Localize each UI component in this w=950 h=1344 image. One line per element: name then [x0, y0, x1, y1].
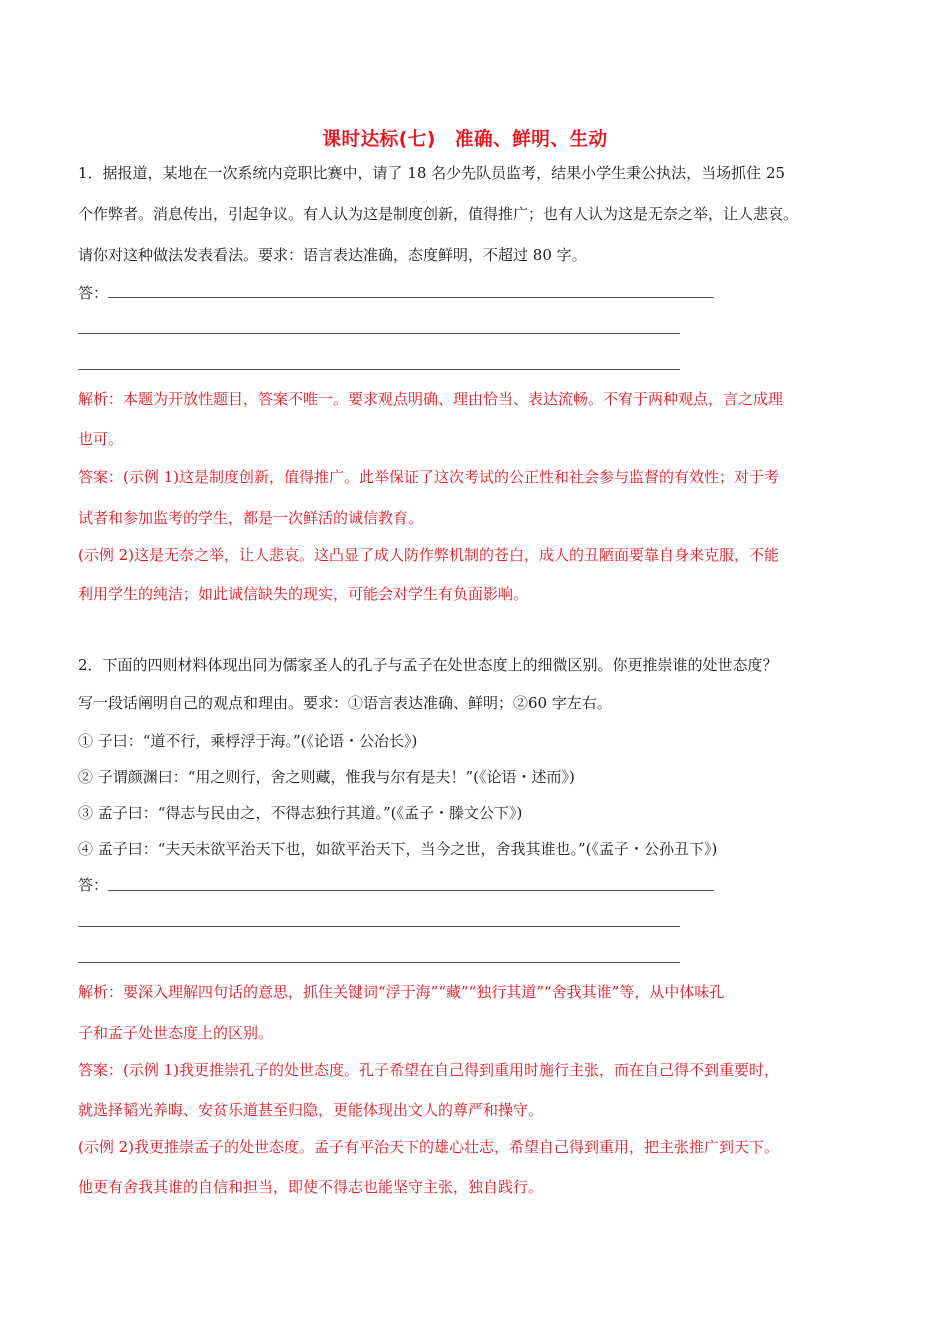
q2-analysis-line-2: 子和孟子处世态度上的区别。 — [78, 1024, 274, 1042]
q1-answer-label: 答： — [78, 284, 109, 302]
q2-answer-label: 答： — [78, 876, 109, 894]
q1-answer-line-1[interactable] — [108, 297, 714, 298]
q2-line-1: 2．下面的四则材料体现出同为儒家圣人的孔子与孟子在处世态度上的细微区别。你更推崇谁的处世态度？ — [78, 656, 778, 674]
q1-answer-line-3[interactable] — [78, 369, 680, 370]
q2-material-1: ① 子曰：“道不行，乘桴浮于海。”(《论语・公冶长》) — [78, 732, 418, 750]
q1-answer-text-4: 利用学生的纯洁；如此诚信缺失的现实，可能会对学生有负面影响。 — [78, 585, 529, 603]
q2-analysis-line-1: 解析：要深入理解四句话的意思，抓住关键词“浮于海”“藏”“独行其道”“舍我其谁”等，从中体味孔 — [78, 983, 725, 1001]
q2-material-3: ③ 孟子曰：“得志与民由之，不得志独行其道。”(《孟子・滕文公下》) — [78, 804, 523, 822]
q1-answer-line-2[interactable] — [78, 333, 680, 334]
q1-answer-text-3: (示例 2)这是无奈之举，让人悲哀。这凸显了成人防作弊机制的苍白，成人的丑陋面要靠自身来克服，不能 — [78, 546, 780, 564]
q2-answer-text-3: (示例 2)我更推崇孟子的处世态度。孟子有平治天下的雄心壮志，希望自己得到重用，把主张推广到天下。 — [78, 1138, 780, 1156]
q2-answer-text-4: 他更有舍我其谁的自信和担当，即使不得志也能坚守主张，独自践行。 — [78, 1178, 544, 1196]
q1-line-3: 请你对这种做法发表看法。要求：语言表达准确，态度鲜明，不超过 80 字。 — [78, 246, 587, 264]
q1-analysis-line-1: 解析：本题为开放性题目，答案不唯一。要求观点明确、理由恰当、表达流畅。不宥于两种观点，言之成理 — [78, 390, 784, 408]
q1-line-1: 1．据报道，某地在一次系统内竞职比赛中，请了 18 名少先队员监考，结果小学生秉公执法，当场抓住 25 — [78, 164, 786, 182]
q2-line-2: 写一段话阐明自己的观点和理由。要求：①语言表达准确、鲜明；②60 字左右。 — [78, 694, 612, 712]
q2-material-2: ② 子谓颜渊曰：“用之则行，舍之则藏，惟我与尔有是夫！”(《论语・述而》) — [78, 768, 575, 786]
q1-line-2: 个作弊者。消息传出，引起争议。有人认为这是制度创新，值得推广；也有人认为这是无奈之举，让人悲哀。 — [78, 205, 799, 223]
q2-answer-line-1[interactable] — [108, 890, 714, 891]
q1-answer-text-2: 试者和参加监考的学生，都是一次鲜活的诚信教育。 — [78, 509, 424, 527]
page-title: 课时达标(七) 准确、鲜明、生动 — [322, 128, 608, 150]
q2-answer-line-2[interactable] — [78, 926, 680, 927]
q2-answer-line-3[interactable] — [78, 962, 680, 963]
q2-answer-text-2: 就选择韬光养晦、安贫乐道甚至归隐，更能体现出文人的尊严和操守。 — [78, 1101, 544, 1119]
q1-analysis-line-2: 也可。 — [78, 430, 124, 448]
q2-answer-text-1: 答案：(示例 1)我更推崇孔子的处世态度。孔子希望在自己得到重用时施行主张，而在自己得不到重要时， — [78, 1061, 780, 1079]
q1-answer-text-1: 答案：(示例 1)这是制度创新，值得推广。此举保证了这次考试的公正性和社会参与监督的有效性；对于考 — [78, 468, 780, 486]
q2-material-4: ④ 孟子曰：“夫天未欲平治天下也，如欲平治天下，当今之世，舍我其谁也。”(《孟子・公孙丑下》) — [78, 840, 718, 858]
